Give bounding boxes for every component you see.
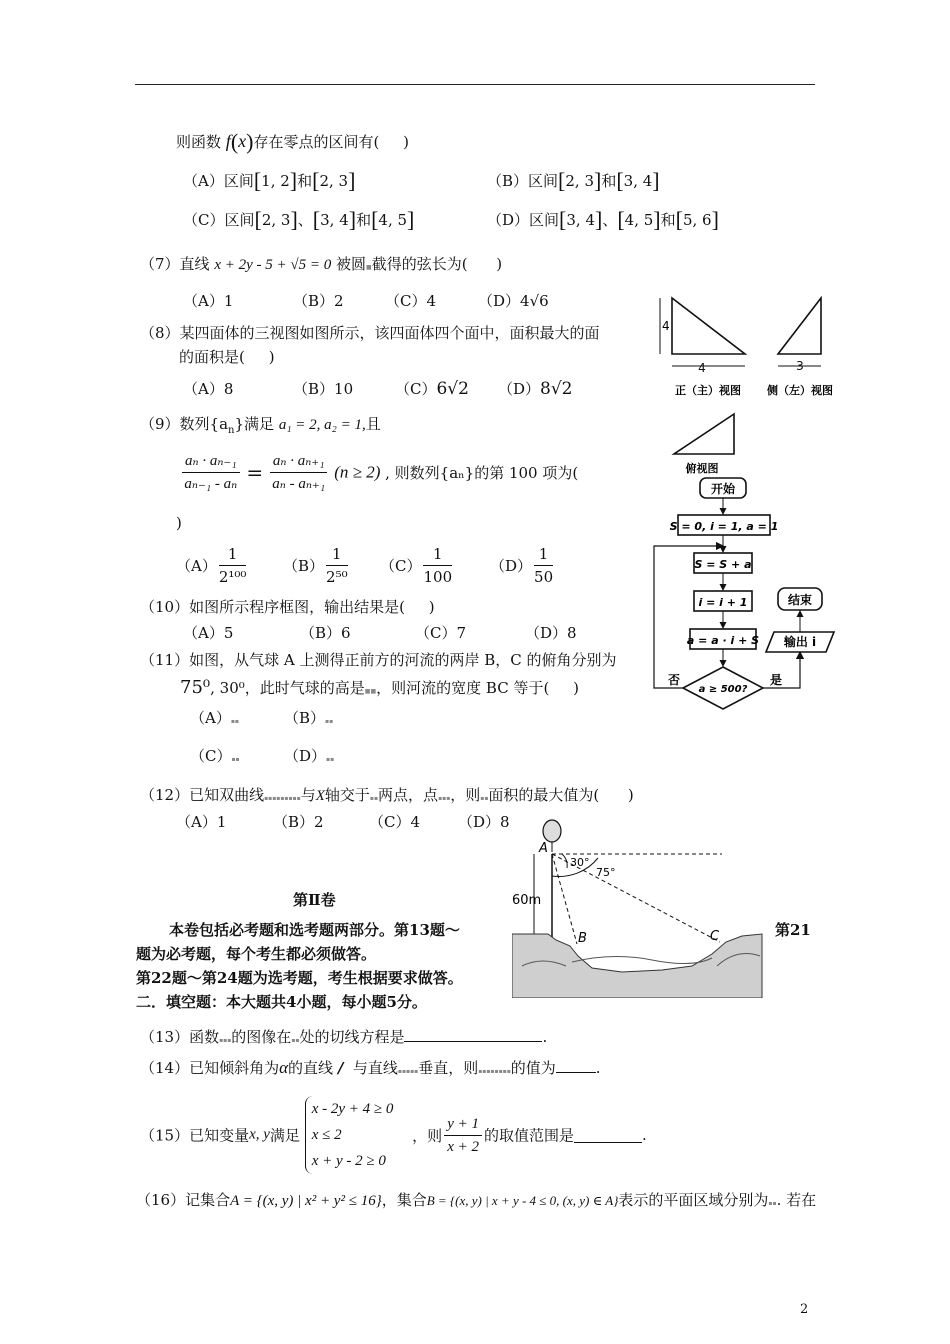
q9-close: ) (176, 514, 182, 532)
q10-stem: （10）如图所示程序框图，输出结果是( ) (140, 598, 435, 616)
height-label: 60m (512, 893, 542, 908)
point-b-label: B (578, 931, 587, 946)
header-rule (135, 84, 815, 85)
point-c-label: C (710, 929, 720, 944)
page-number: 2 (800, 1302, 809, 1317)
flowchart-start-label: 开始 (710, 482, 736, 496)
flowchart-end-label: 结束 (787, 593, 813, 607)
q13-stem: （13）函数▪▪▪的图像在▪▪处的切线方程是 . (140, 1028, 548, 1046)
flowchart-init-label: S = 0, i = 1, a = 1 (669, 520, 779, 533)
q8-option-b: （B）10 (293, 380, 354, 398)
q8-stem-line1: （8）某四面体的三视图如图所示，该四面体四个面中，面积最大的面 (140, 324, 600, 342)
q8-option-a: （A）8 (183, 380, 234, 398)
q10-option-c: （C）7 (415, 624, 467, 642)
balloon-icon (543, 820, 561, 842)
q8-option-c: （C）6√2 (395, 379, 469, 399)
point-a-label: A (539, 841, 548, 856)
q7-option-c: （C）4 (385, 292, 437, 310)
side-view-width-label: 3 (796, 359, 804, 373)
q6-option-c: （C）区间[2, 3]、[3, 4]和[4, 5] (183, 207, 415, 232)
top-view-label: 俯视图 (685, 462, 719, 475)
flowchart-decision-label: a ≥ 500? (698, 684, 748, 695)
q11-option-b: （B）▪▪ (284, 709, 334, 727)
q7-option-b: （B）2 (293, 292, 344, 310)
q12-option-c: （C）4 (369, 813, 421, 831)
balloon-river-figure (512, 816, 772, 998)
flowchart-yes-label: 是 (770, 673, 783, 687)
q6-option-b: （B）区间[2, 3]和[3, 4] (487, 168, 660, 193)
q12-option-a: （A）1 (176, 813, 227, 831)
q9-option-b: （B） $\frac{1}{\text{2⁵⁰}}$ (283, 545, 348, 586)
q6-stem: 则函数 f(x)存在零点的区间有( ) (176, 129, 410, 154)
part2-intro-line1-right: 第21 (775, 921, 811, 939)
q12-hyperbola-equation-image: ▪▪▪▪▪▪▪▪▪ (264, 795, 301, 802)
q12-option-d: （D）8 (458, 813, 510, 831)
q7-circle-equation-image: ■ (366, 264, 372, 271)
q11-stem-line1: （11）如图，从气球 A 上测得正前方的河流的两岸 B，C 的俯角分别为 (140, 651, 617, 669)
q9-option-c: （C） $\frac{1}{100}$ (380, 545, 453, 586)
q12-option-b: （B）2 (273, 813, 324, 831)
q10-option-b: （B）6 (300, 624, 351, 642)
front-view-height-label: 4 (662, 319, 670, 333)
flowchart-update-label: a = a · i + S (686, 634, 760, 647)
angle-30-label: 30° (570, 856, 590, 869)
q11-stem-line2: 75⁰, 30⁰，此时气球的高是■■，则河流的宽度 BC 等于( ) (180, 677, 580, 698)
q10-option-d: （D）8 (525, 624, 577, 642)
q15-answer-blank[interactable] (574, 1128, 642, 1143)
part2-title: 第Ⅱ卷 (293, 891, 336, 909)
three-view-figure (650, 290, 845, 475)
top-view (674, 414, 734, 475)
q6-option-a: （A）区间[1, 2]和[2, 3] (183, 168, 356, 193)
front-view-width-label: 4 (698, 361, 706, 375)
q12-stem: （12）已知双曲线▪▪▪▪▪▪▪▪▪与X轴交于▪▪两点，点▪▪▪，则▪▪面积的最大值为( ) (140, 786, 634, 804)
q9-stem-line1: （9）数列$\{a_n\}$满足 a₁ = 2, a₂ = 1,且 (140, 415, 381, 436)
angle-75-label: 75° (596, 866, 616, 879)
q13-answer-blank[interactable] (404, 1027, 542, 1042)
part2-intro-line1: 本卷包括必考题和选考题两部分。第13题～ (169, 921, 460, 939)
front-view-label: 正（主）视图 (675, 384, 741, 397)
q14-stem: （14）已知倾斜角为α的直线 / 与直线▪▪▪▪▪垂直，则▪▪▪▪▪▪▪▪的值为 . (140, 1058, 601, 1077)
flowchart-increment-label: i = i + 1 (698, 596, 748, 609)
q15-stem: （15）已知变量x, y满足 x - 2y + 4 ≥ 0 x ≤ 2 x + y - 2 ≥ 0 ，则 $\frac{y + 1}{x + 2}$ 的取值范围是 . (140, 1096, 647, 1174)
riverbank-terrain (512, 934, 762, 998)
q8-stem-line2: 的面积是( ) (179, 348, 275, 366)
q15-constraint-system: x - 2y + 4 ≥ 0 x ≤ 2 x + y - 2 ≥ 0 (305, 1096, 394, 1174)
q9-option-a: （A） $\frac{1}{\text{2¹⁰⁰}}$ (176, 545, 247, 586)
part2-intro-line2: 题为必考题，每个考生都必须做答。 (136, 945, 377, 963)
fill-in-section-heading: 二．填空题：本大题共4小题，每小题5分。 (136, 993, 427, 1011)
q9-recurrence: $\frac{\text{aₙ · aₙ₋₁}}{\text{aₙ₋₁ - aₙ}}$ = $\frac{\text{aₙ · aₙ₊₁}}{\text{aₙ - aₙ₊₁}}$ (n ≥ 2) , 则数列{aₙ}的第 100 项为( (180, 450, 578, 495)
q7-option-d: （D）4√6 (478, 292, 549, 310)
q11-option-d: （D）▪▪ (284, 747, 335, 765)
q16-stem: （16）记集合A = {(x, y) | x² + y² ≤ 16}，集合B = {(x, y) | x + y - 4 ≤ 0, (x, y) ∈ A}表示的平面区域分别为▪▪. 若在 (136, 1191, 817, 1209)
flowchart-no-label: 否 (668, 673, 681, 687)
q7-stem: （7）直线 x + 2y - 5 + √5 = 0 被圆■截得的弦长为( ) (140, 255, 503, 273)
front-view (660, 298, 745, 397)
side-view (766, 298, 833, 397)
q11-option-c: （C）▪▪ (190, 747, 240, 765)
q11-option-a: （A）▪▪ (190, 709, 239, 727)
q14-answer-blank[interactable] (556, 1058, 596, 1073)
flowchart-sum-label: S = S + a (694, 558, 752, 571)
q6-option-d: （D）区间[3, 4]、[4, 5]和[5, 6] (487, 207, 719, 232)
q7-option-a: （A）1 (183, 292, 234, 310)
side-view-label: 侧（左）视图 (767, 384, 833, 397)
flowchart-output-label: 输出 i (783, 635, 817, 649)
q8-option-d: （D）8√2 (498, 379, 573, 399)
part2-intro-line3: 第22题～第24题为选考题，考生根据要求做答。 (136, 969, 463, 987)
q10-option-a: （A）5 (183, 624, 234, 642)
q9-option-d: （D） $\frac{1}{50}$ (490, 545, 554, 586)
program-flowchart (650, 474, 845, 714)
